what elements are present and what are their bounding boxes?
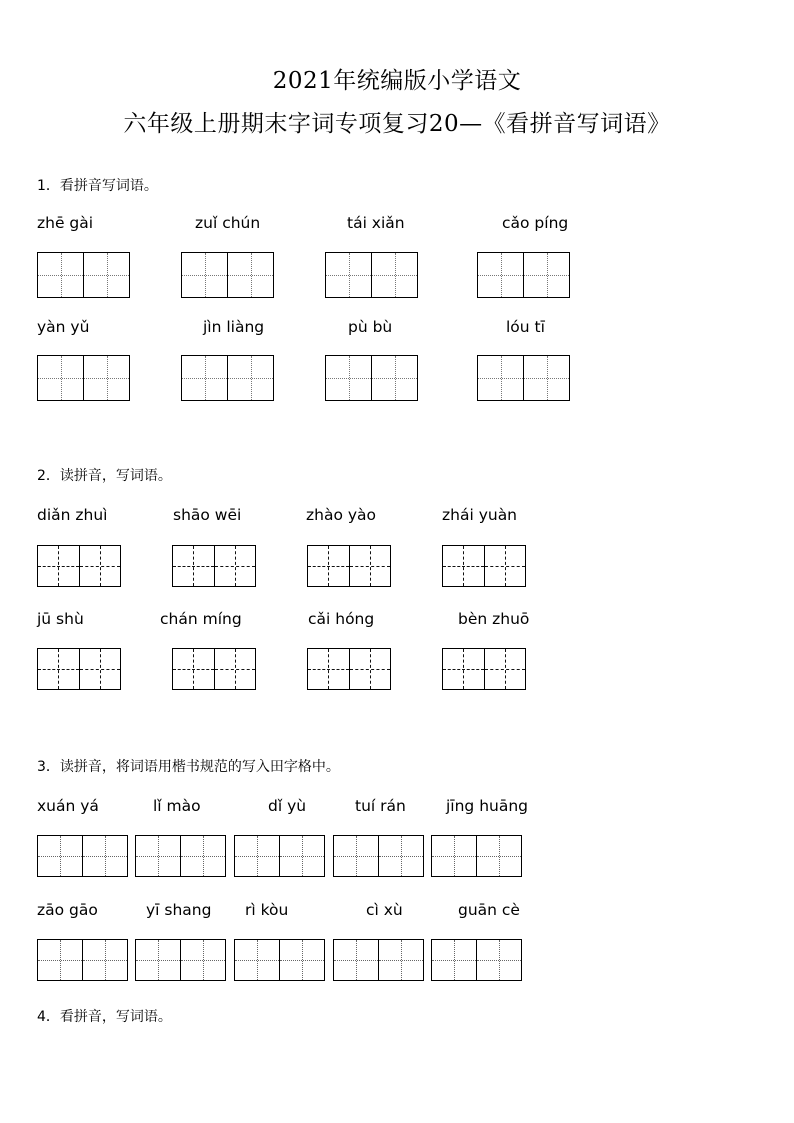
writing-grid[interactable] xyxy=(37,835,128,877)
pinyin-label: lǐ mào xyxy=(153,797,201,815)
grid-cell[interactable] xyxy=(371,253,417,297)
pinyin-label: dǐ yù xyxy=(268,797,307,815)
writing-grid[interactable] xyxy=(325,355,418,401)
writing-grid[interactable] xyxy=(307,648,391,690)
pinyin-label: cì xù xyxy=(366,901,403,919)
grid-cell[interactable] xyxy=(38,546,79,586)
grid-cell[interactable] xyxy=(38,356,83,400)
grid-cell[interactable] xyxy=(38,253,83,297)
writing-grid[interactable] xyxy=(135,939,226,981)
writing-grid[interactable] xyxy=(234,939,325,981)
grid-cell[interactable] xyxy=(38,649,79,689)
grid-cell[interactable] xyxy=(83,253,129,297)
writing-grid[interactable] xyxy=(181,355,274,401)
writing-grid[interactable] xyxy=(37,545,121,587)
grid-cell[interactable] xyxy=(308,546,349,586)
grid-cell[interactable] xyxy=(214,649,256,689)
writing-grid[interactable] xyxy=(333,939,424,981)
writing-grid[interactable] xyxy=(477,355,570,401)
writing-grid[interactable] xyxy=(172,545,256,587)
grid-cell[interactable] xyxy=(180,940,225,980)
grid-cell[interactable] xyxy=(378,940,423,980)
grid-cell[interactable] xyxy=(334,836,378,876)
pinyin-label: shāo wēi xyxy=(173,506,242,524)
grid-cell[interactable] xyxy=(136,836,180,876)
pinyin-label: zhào yào xyxy=(306,506,377,524)
grid-cell[interactable] xyxy=(173,546,214,586)
grid-cell[interactable] xyxy=(349,649,391,689)
pinyin-label: jū shù xyxy=(37,610,84,628)
writing-grid[interactable] xyxy=(234,835,325,877)
section-1-heading: 1．看拼音写词语。 xyxy=(37,178,158,194)
writing-grid[interactable] xyxy=(442,545,526,587)
worksheet-title-line-2: 六年级上册期末字词专项复习20—《看拼音写词语》 xyxy=(123,111,671,137)
pinyin-label: zāo gāo xyxy=(37,901,98,919)
pinyin-label: zhē gài xyxy=(37,214,94,232)
grid-cell[interactable] xyxy=(173,649,214,689)
section-3-heading: 3．读拼音，将词语用楷书规范的写入田字格中。 xyxy=(37,759,340,775)
grid-cell[interactable] xyxy=(227,356,273,400)
writing-grid[interactable] xyxy=(333,835,424,877)
pinyin-label: yàn yǔ xyxy=(37,318,90,336)
grid-cell[interactable] xyxy=(308,649,349,689)
grid-cell[interactable] xyxy=(235,836,279,876)
grid-cell[interactable] xyxy=(432,836,476,876)
grid-cell[interactable] xyxy=(326,253,371,297)
writing-grid[interactable] xyxy=(307,545,391,587)
grid-cell[interactable] xyxy=(443,546,484,586)
grid-cell[interactable] xyxy=(227,253,273,297)
writing-grid[interactable] xyxy=(37,252,130,298)
grid-cell[interactable] xyxy=(443,649,484,689)
pinyin-label: jīng huāng xyxy=(446,797,529,815)
writing-grid[interactable] xyxy=(37,355,130,401)
writing-grid[interactable] xyxy=(37,939,128,981)
writing-grid[interactable] xyxy=(442,648,526,690)
grid-cell[interactable] xyxy=(82,836,127,876)
writing-grid[interactable] xyxy=(431,939,522,981)
grid-cell[interactable] xyxy=(38,836,82,876)
writing-grid[interactable] xyxy=(325,252,418,298)
grid-cell[interactable] xyxy=(484,649,526,689)
pinyin-label: zuǐ chún xyxy=(195,214,261,232)
grid-cell[interactable] xyxy=(334,940,378,980)
pinyin-label: tuí rán xyxy=(355,797,406,815)
pinyin-label: xuán yá xyxy=(37,797,99,815)
writing-grid[interactable] xyxy=(172,648,256,690)
pinyin-label: zhái yuàn xyxy=(442,506,518,524)
grid-cell[interactable] xyxy=(523,253,569,297)
pinyin-label: yī shang xyxy=(146,901,212,919)
section-2-heading: 2．读拼音，写词语。 xyxy=(37,468,172,484)
pinyin-label: chán míng xyxy=(160,610,242,628)
grid-cell[interactable] xyxy=(83,356,129,400)
grid-cell[interactable] xyxy=(478,253,523,297)
section-4-heading: 4．看拼音，写词语。 xyxy=(37,1009,172,1025)
grid-cell[interactable] xyxy=(476,836,521,876)
worksheet-title-line-1: 2021年统编版小学语文 xyxy=(272,68,522,94)
grid-cell[interactable] xyxy=(79,546,121,586)
pinyin-label: rì kòu xyxy=(245,901,289,919)
pinyin-label: bèn zhuō xyxy=(458,610,530,628)
writing-grid[interactable] xyxy=(431,835,522,877)
grid-cell[interactable] xyxy=(371,356,417,400)
grid-cell[interactable] xyxy=(82,940,127,980)
pinyin-label: jìn liàng xyxy=(203,318,265,336)
grid-cell[interactable] xyxy=(523,356,569,400)
grid-cell[interactable] xyxy=(478,356,523,400)
writing-grid[interactable] xyxy=(135,835,226,877)
grid-cell[interactable] xyxy=(476,940,521,980)
grid-cell[interactable] xyxy=(180,836,225,876)
grid-cell[interactable] xyxy=(182,253,227,297)
grid-cell[interactable] xyxy=(279,836,324,876)
grid-cell[interactable] xyxy=(432,940,476,980)
pinyin-label: tái xiǎn xyxy=(347,214,405,232)
writing-grid[interactable] xyxy=(477,252,570,298)
grid-cell[interactable] xyxy=(79,649,121,689)
grid-cell[interactable] xyxy=(349,546,391,586)
pinyin-label: pù bù xyxy=(348,318,393,336)
writing-grid[interactable] xyxy=(181,252,274,298)
grid-cell[interactable] xyxy=(214,546,256,586)
pinyin-label: diǎn zhuì xyxy=(37,506,108,524)
writing-grid[interactable] xyxy=(37,648,121,690)
grid-cell[interactable] xyxy=(235,940,279,980)
grid-cell[interactable] xyxy=(38,940,82,980)
grid-cell[interactable] xyxy=(182,356,227,400)
pinyin-label: cǎo píng xyxy=(502,214,569,232)
grid-cell[interactable] xyxy=(378,836,423,876)
grid-cell[interactable] xyxy=(279,940,324,980)
pinyin-label: lóu tī xyxy=(506,318,545,336)
pinyin-label: cǎi hóng xyxy=(308,610,375,628)
grid-cell[interactable] xyxy=(326,356,371,400)
grid-cell[interactable] xyxy=(136,940,180,980)
pinyin-label: guān cè xyxy=(458,901,520,919)
grid-cell[interactable] xyxy=(484,546,526,586)
